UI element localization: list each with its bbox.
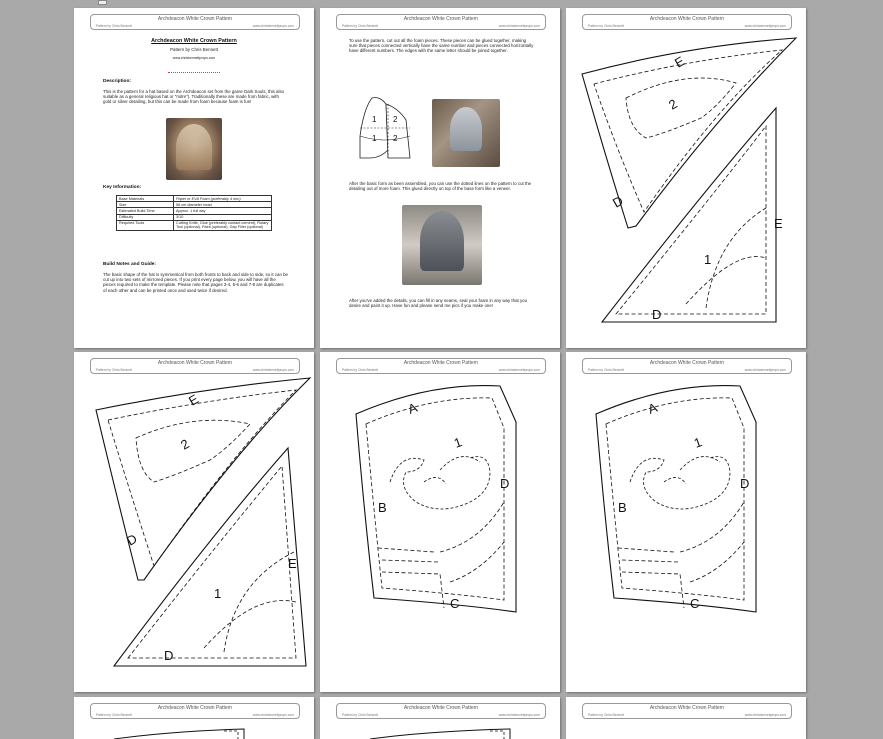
piece-label-a: A	[645, 399, 660, 417]
header-author: Pattern by Chris Bennett	[342, 368, 378, 372]
piece-label-1: 1	[214, 586, 222, 601]
header-author: Pattern by Chris Bennett	[588, 368, 624, 372]
description-text: This is the pattern for a hat based on the Archdeacon set from the game Dark Souls, this also suitable as a general religious hat or "mitre"). Traditionally these are made from fabric, with gold or silver detailing, but this can be made from foam because foam is fun!	[103, 89, 285, 105]
pattern-piece-partial	[320, 697, 560, 739]
header-url: www.chrisbennettprops.com	[498, 24, 540, 28]
instructions-paragraph-3: After you've added the details, you can fill in any seams, seal your foam in any way that you desire and paint it up. Have fun and please send me pics if you make one!	[349, 298, 528, 309]
crown-photo-dome	[176, 124, 212, 170]
header-title: Archdeacon White Crown Pattern	[157, 705, 233, 711]
piece-label-e: E	[186, 391, 202, 409]
table-cell-value: Cutting Knife, Glue (preferably contact cement), Rotary Tool (optional), Paint (optional), Gap Filler (optional)	[174, 220, 272, 230]
page-header	[90, 14, 300, 30]
piece-label-1: 1	[704, 252, 712, 267]
table-cell-value: Paper or EVA Foam (preferably 4 mm)	[174, 196, 272, 202]
instructions-paragraph-2: After the basic form as been assembled, you can use the dotted lines on the pattern to cut the detailing out of more foam. This glued directly on top of the base form like a veneer.	[349, 181, 532, 192]
description-heading: Description:	[103, 79, 131, 84]
pattern-pieces-large	[566, 8, 806, 348]
detailed-crown-dome	[420, 211, 464, 271]
piece-label-e: E	[288, 556, 297, 571]
key-info-heading: Key Information:	[103, 185, 142, 190]
piece-label-e: E	[774, 216, 783, 231]
piece-label-e: E	[672, 53, 688, 71]
foam-dome	[450, 107, 482, 151]
foam-form-photo	[432, 99, 500, 167]
diagram-label: 1	[372, 134, 377, 143]
diagram-label: 2	[393, 115, 398, 124]
table-cell-key: Base Materials	[117, 196, 174, 202]
assembly-diagram	[320, 8, 560, 348]
page-7[interactable]	[74, 697, 314, 739]
table-cell-value: Approx. 1 full day	[174, 208, 272, 214]
header-title: Archdeacon White Crown Pattern	[649, 705, 725, 711]
header-author: Pattern by Chris Bennett	[342, 713, 378, 717]
header-url: www.chrisbennettprops.com	[744, 24, 786, 28]
page-8[interactable]	[320, 697, 560, 739]
piece-label-b: B	[618, 500, 627, 515]
crown-photo	[166, 118, 222, 180]
piece-label-d: D	[652, 307, 662, 322]
header-author: Pattern by Chris Bennett	[96, 368, 132, 372]
pattern-piece-front	[566, 352, 806, 692]
page-5[interactable]	[320, 352, 560, 692]
header-author: Pattern by Chris Bennett	[588, 713, 624, 717]
page-9[interactable]	[566, 697, 806, 739]
header-url: www.chrisbennettprops.com	[744, 713, 786, 717]
header-url: www.chrisbennettprops.com	[744, 368, 786, 372]
table-row	[117, 220, 272, 230]
header-url: www.chrisbennettprops.com	[498, 368, 540, 372]
piece-label-c: C	[450, 596, 460, 611]
piece-label-c: C	[690, 596, 700, 611]
page-1[interactable]	[74, 8, 314, 348]
piece-label-d: D	[610, 192, 626, 211]
header-title: Archdeacon White Crown Pattern	[157, 360, 233, 366]
piece-label-1: 1	[451, 434, 464, 451]
diagram-label: 2	[393, 134, 398, 143]
table-cell-value: 3/10	[174, 214, 272, 220]
piece-label-2: 2	[666, 95, 680, 113]
pattern-piece-front	[320, 352, 560, 692]
document-subtitle: Pattern by Chris Bennett	[170, 47, 218, 52]
header-title: Archdeacon White Crown Pattern	[649, 16, 725, 22]
piece-label-a: A	[405, 399, 420, 417]
detailed-crown-photo	[402, 205, 482, 285]
header-author: Pattern by Chris Bennett	[96, 24, 132, 28]
header-title: Archdeacon White Crown Pattern	[649, 360, 725, 366]
piece-label-2: 2	[178, 435, 192, 453]
header-title: Archdeacon White Crown Pattern	[403, 360, 479, 366]
page-2[interactable]	[320, 8, 560, 348]
piece-label-d: D	[500, 476, 510, 491]
header-title: Archdeacon White Crown Pattern	[157, 16, 233, 22]
pattern-pieces-large	[74, 352, 314, 692]
table-cell-key: Estimated Build Time	[117, 208, 174, 214]
table-cell-key: Difficulty	[117, 214, 174, 220]
piece-label-d: D	[740, 476, 750, 491]
header-author: Pattern by Chris Bennett	[588, 24, 624, 28]
piece-label-1: 1	[691, 434, 704, 451]
header-url: www.chrisbennettprops.com	[252, 24, 294, 28]
build-notes-heading: Build Notes and Guide:	[103, 262, 157, 267]
instructions-paragraph-1: To use the pattern, cut out all the foam pieces. These pieces can be glued together, making sure that pieces connected vertically have the same number and pieces connected horizontally have different numbers. The edges with the same letter should be joined together.	[349, 38, 534, 54]
document-url-link[interactable]: www.chrisbennettprops.com	[172, 56, 216, 60]
header-url: www.chrisbennettprops.com	[498, 713, 540, 717]
diagram-label: 1	[372, 115, 377, 124]
piece-label-d: D	[124, 530, 140, 549]
corner-artifact	[98, 0, 107, 5]
page-4[interactable]	[74, 352, 314, 692]
page-6[interactable]	[566, 352, 806, 692]
header-title: Archdeacon White Crown Pattern	[403, 705, 479, 711]
header-title: Archdeacon White Crown Pattern	[403, 16, 479, 22]
table-cell-value: 56 cm diameter head	[174, 202, 272, 208]
piece-label-b: B	[378, 500, 387, 515]
page-3[interactable]	[566, 8, 806, 348]
header-author: Pattern by Chris Bennett	[342, 24, 378, 28]
header-url: www.chrisbennettprops.com	[252, 713, 294, 717]
key-info-table	[116, 195, 272, 231]
piece-label-d: D	[164, 648, 174, 663]
spellcheck-underline	[168, 70, 220, 73]
document-title: Archdeacon White Crown Pattern	[151, 38, 237, 44]
table-cell-key: Size	[117, 202, 174, 208]
header-url: www.chrisbennettprops.com	[252, 368, 294, 372]
table-cell-key: Required Tools	[117, 220, 174, 230]
build-notes-text: The basic shape of the hat is symmetrical from both fronts to back and side to side, so it can be cut up into two sets of mirrored pieces. If you print every page below, you will have all the pieces required to make the template. Please note that pages 3-4, 5-6 and 7-8 are duplicates of each other and can be printed once and used twice if desired.	[103, 272, 288, 293]
header-author: Pattern by Chris Bennett	[96, 713, 132, 717]
page-header	[582, 703, 792, 719]
pattern-piece-partial	[74, 697, 314, 739]
